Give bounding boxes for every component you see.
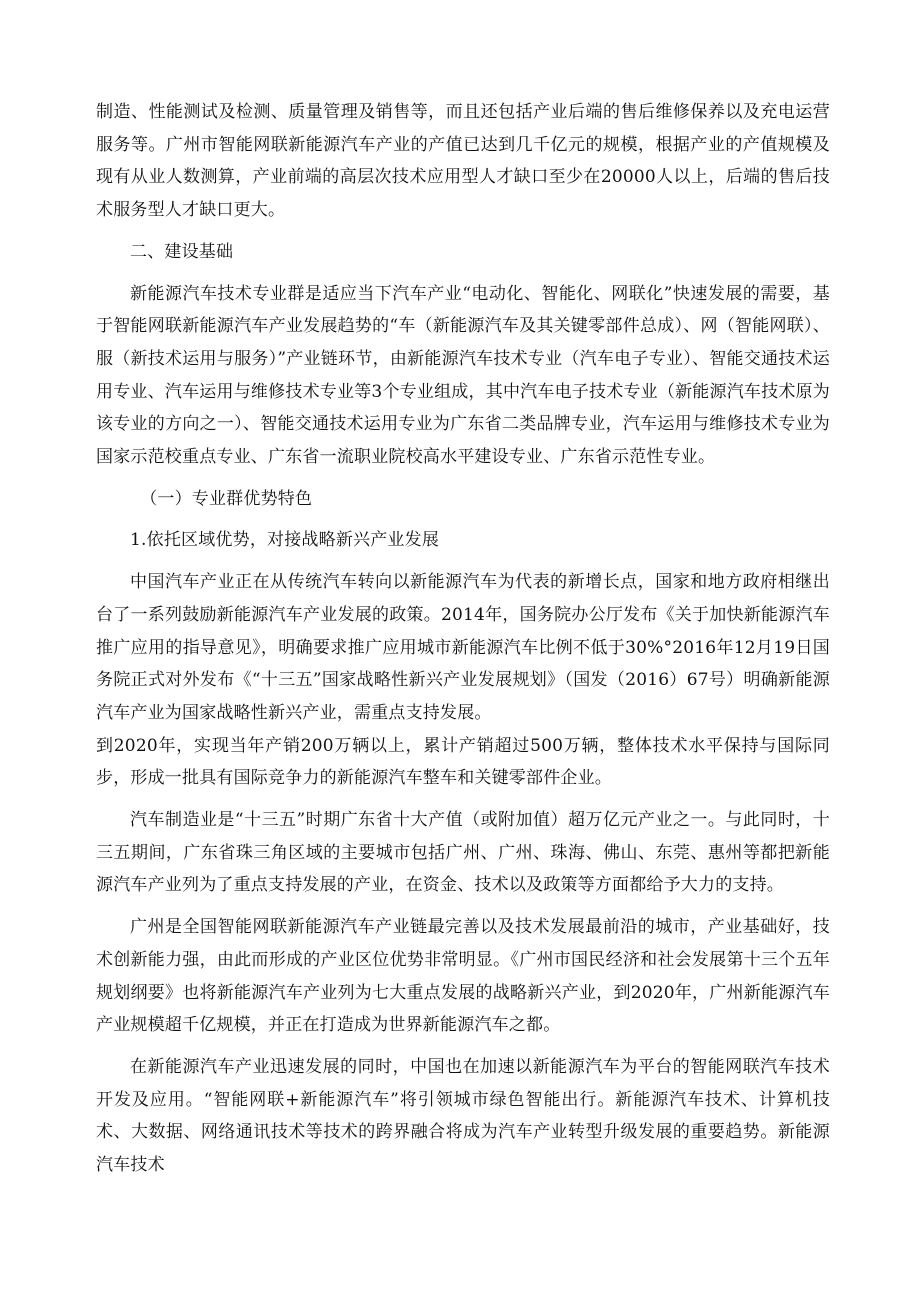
paragraph-guangdong-industry: 汽车制造业是“十三五”时期广东省十大产值（或附加值）超万亿元产业之一。与此同时，十三五期间，广东省珠三角区域的主要城市包括广州、广州、珠海、佛山、东莞、惠州等都把新能源汽车产业列为了重点支持发展的产业，在资金、技术以及政策等方面都给予大力的支持。: [96, 810, 830, 896]
paragraph-professional-group-overview: 新能源汽车技术专业群是适应当下汽车产业“电动化、智能化、网联化”快速发展的需要，基于智能网联新能源汽车产业发展趋势的“车（新能源汽车及其关键零部件总成）、网（智能网联）、服（新技术运用与服务）”产业链环节，由新能源汽车技术专业（汽车电子专业）、智能交通技术运用专业、汽车运用与维修技术专业等3个专业组成，其中汽车电子技术专业（新能源汽车技术原为该专业的方向之一）、智能交通技术运用专业为广东省二类品牌专业，汽车运用与维修技术专业为国家示范校重点专业、广东省一流职业院校高水平建设专业、广东省示范性专业。: [96, 283, 830, 468]
section-heading-construction-basis: 二、建设基础: [130, 241, 234, 262]
subheading-regional-advantage: 1.依托区域优势，对接战略新兴产业发展: [130, 530, 440, 551]
paragraph-guangzhou-advantage: 广州是全国智能网联新能源汽车产业链最完善以及技术发展最前沿的城市，产业基础好，技术创新能力强，由此而形成的产业区位优势非常明显。《广州市国民经济和社会发展第十三个五年规划纲要》也将新能源汽车产业列为七大重点发展的战略新兴产业，到2020年，广州新能源汽车产业规模超千亿规模，并正在打造成为世界新能源汽车之都。: [96, 917, 830, 1036]
paragraph-intelligent-connected-vehicles: 在新能源汽车产业迅速发展的同时，中国也在加速以新能源汽车为平台的智能网联汽车技术开发及应用。“智能网联+新能源汽车”将引领城市绿色智能出行。新能源汽车技术、计算机技术、大数据、网络通讯技术等技术的跨界融合将成为汽车产业转型升级发展的重要趋势。新能源汽车技术: [96, 1056, 830, 1176]
paragraph-2020-targets: 到2020年，实现当年产销200万辆以上，累计产销超过500万辆，整体技术水平保持与国际同步，形成一批具有国际竞争力的新能源汽车整车和关键零部件企业。: [96, 735, 830, 789]
paragraph-industry-talent-gap: 制造、性能测试及检测、质量管理及销售等，而且还包括产业后端的售后维修保养以及充电运营服务等。广州市智能网联新能源汽车产业的产值已达到几千亿元的规模，根据产业的产值规模及现有从业人数测算，产业前端的高层次技术应用型人才缺口至少在20000人以上，后端的售后技术服务型人才缺口更大。: [96, 102, 830, 221]
subheading-group-advantages: （一）专业群优势特色: [140, 488, 313, 509]
paragraph-national-policy: 中国汽车产业正在从传统汽车转向以新能源汽车为代表的新增长点，国家和地方政府相继出台了一系列鼓励新能源汽车产业发展的政策。2014年，国务院办公厅发布《关于加快新能源汽车推广应用的指导意见》，明确要求推广应用城市新能源汽车比例不低于30%°2016年12月19日国务院正式对外发布《“十三五”国家战略性新兴产业发展规划》（国发（2016）67号）明确新能源汽车产业为国家战略性新兴产业，需重点支持发展。: [96, 572, 830, 723]
document-body: [96, 96, 830, 1182]
